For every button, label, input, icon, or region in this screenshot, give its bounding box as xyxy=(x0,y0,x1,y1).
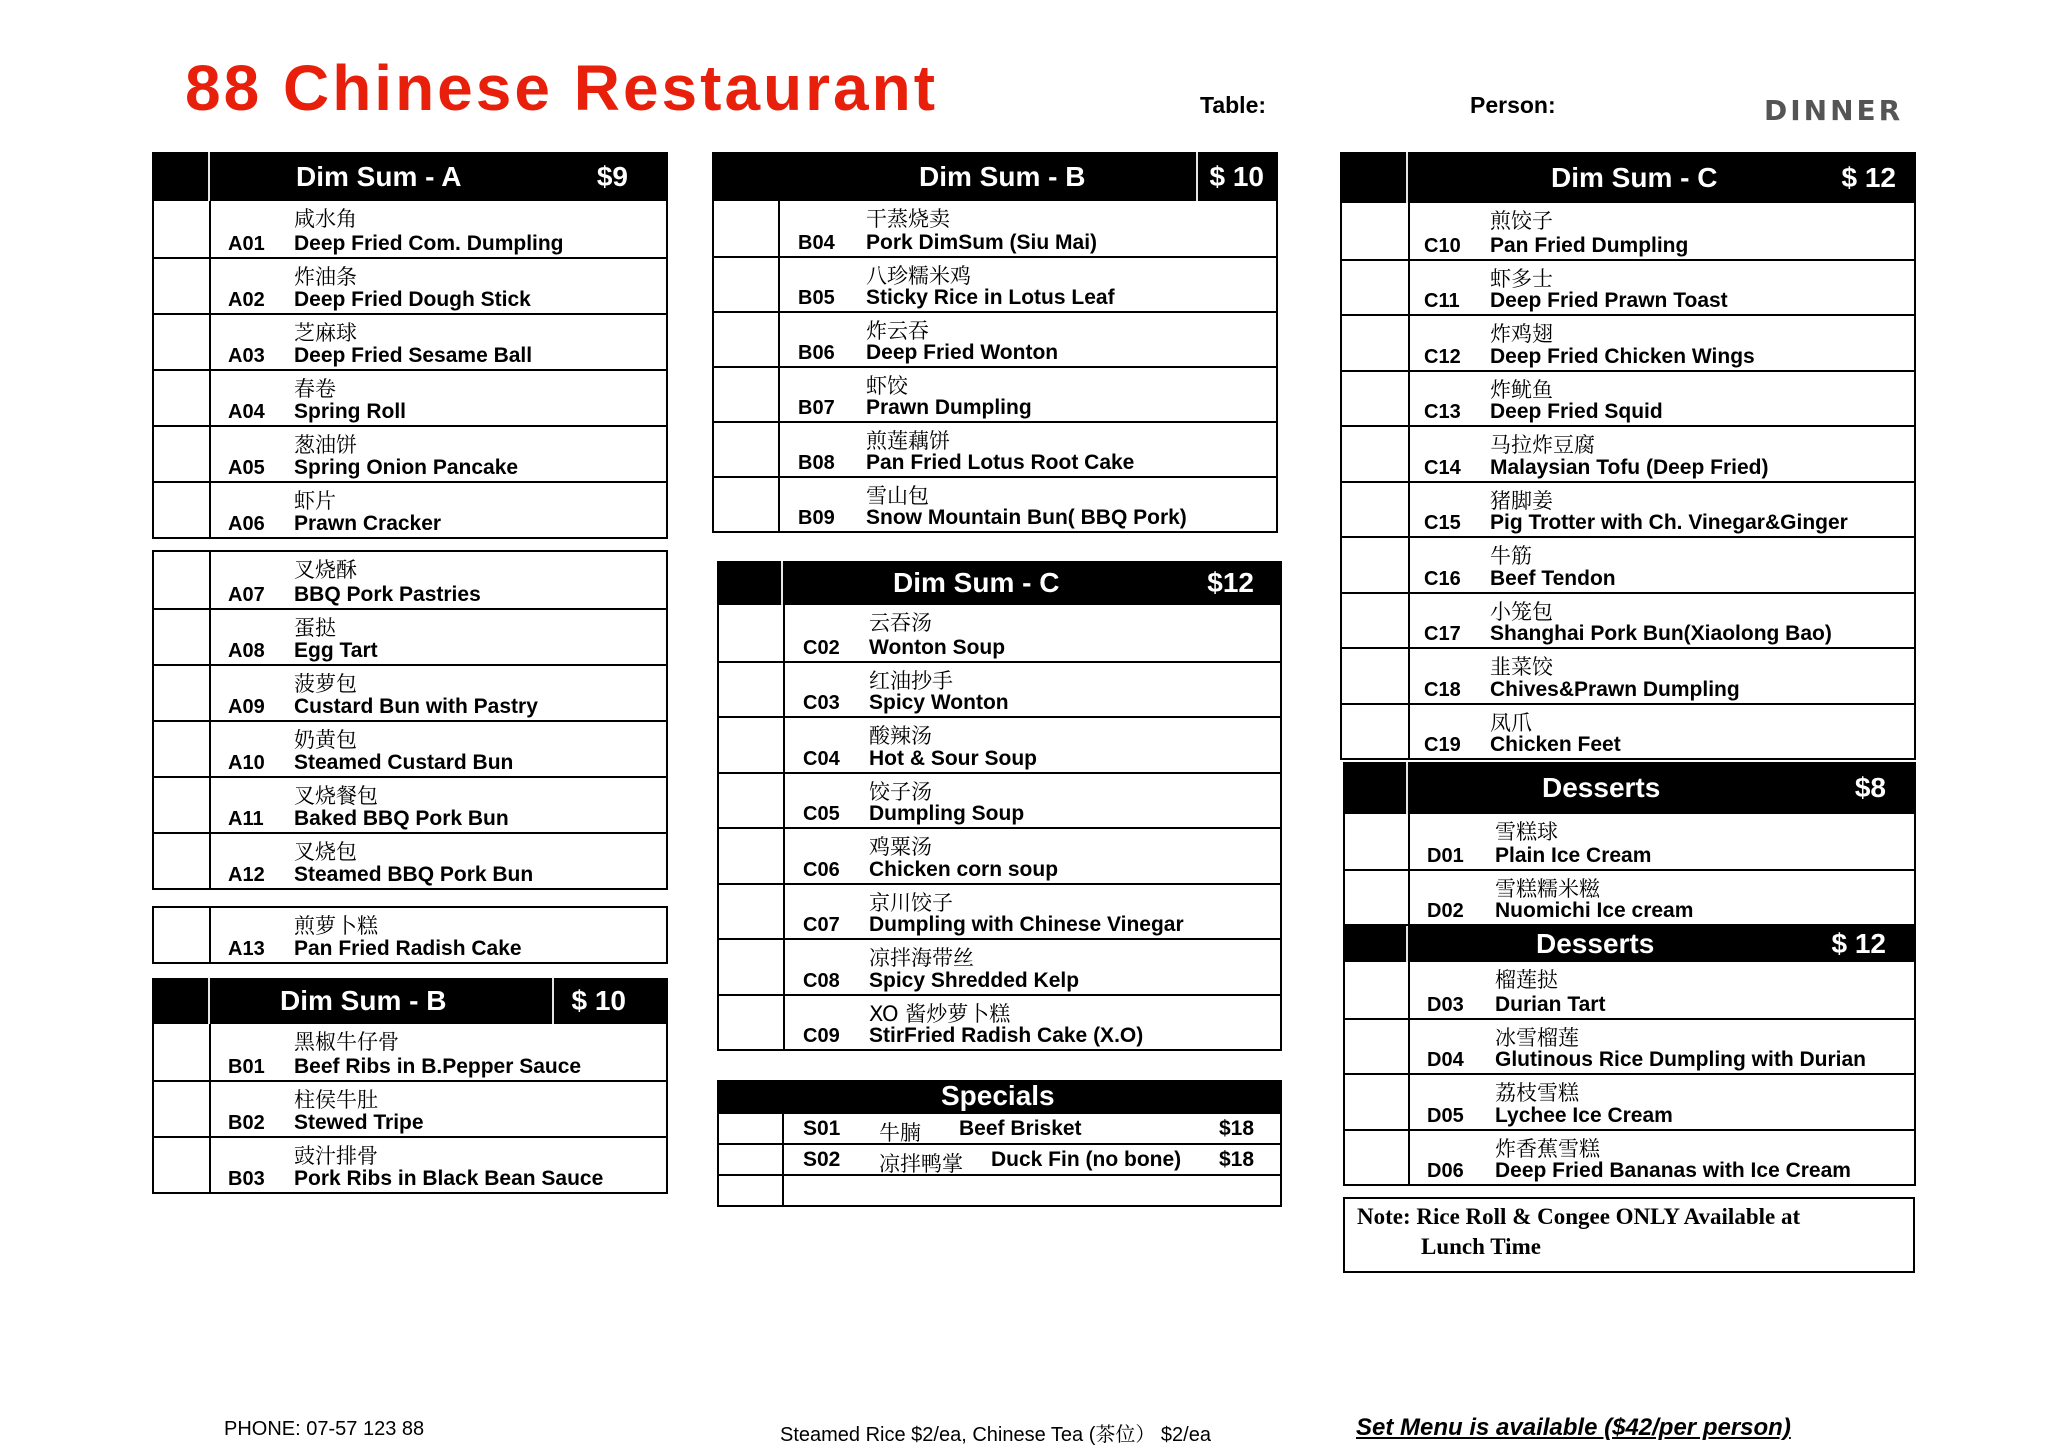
column-divider xyxy=(783,605,785,661)
item-code: A07 xyxy=(228,584,265,606)
item-chinese-name: 煎萝卜糕 xyxy=(294,914,378,938)
column-divider xyxy=(1408,1075,1410,1129)
section-price: $ 12 xyxy=(1831,928,1886,959)
column-divider xyxy=(1408,705,1410,759)
item-code: D06 xyxy=(1427,1160,1464,1182)
column-divider xyxy=(209,552,211,608)
section-title: Desserts xyxy=(1536,928,1655,959)
dim-sum-a-list-2 xyxy=(152,550,668,890)
item-chinese-name: 叉烧包 xyxy=(294,840,357,864)
item-code: A09 xyxy=(228,696,265,718)
specials-section xyxy=(717,1080,1282,1207)
menu-item-row xyxy=(1342,592,1914,648)
column-divider xyxy=(783,718,785,772)
item-chinese-name: 饺子汤 xyxy=(869,779,932,804)
column-divider xyxy=(1408,203,1410,259)
item-english-name: Dumpling with Chinese Vinegar xyxy=(869,913,1184,936)
menu-item-row xyxy=(154,776,666,832)
item-english-name: Deep Fried Dough Stick xyxy=(294,288,531,311)
item-english-name: Deep Fried Sesame Ball xyxy=(294,344,533,367)
menu-item-row xyxy=(719,716,1280,772)
item-code: A13 xyxy=(228,938,265,960)
dim-sum-b-mid-list xyxy=(712,201,1278,533)
column-divider xyxy=(1408,871,1410,924)
section-price: $9 xyxy=(596,160,628,192)
menu-item-row xyxy=(1345,1073,1914,1129)
column-divider xyxy=(209,1024,211,1080)
menu-item-row xyxy=(1345,962,1914,1018)
rice-tea-price: Steamed Rice $2/ea, Chinese Tea (茶位） $2/ea xyxy=(780,1424,1211,1446)
column-divider xyxy=(778,258,780,311)
column-divider xyxy=(783,940,785,994)
item-chinese-name: 小笼包 xyxy=(1490,599,1553,624)
menu-item-row xyxy=(714,366,1276,421)
item-code: C15 xyxy=(1424,512,1461,534)
section-price: $12 xyxy=(1207,567,1254,598)
column-divider xyxy=(1408,538,1410,592)
menu-item-row xyxy=(719,994,1280,1050)
item-code: C17 xyxy=(1424,623,1461,645)
menu-item-row xyxy=(1342,703,1914,759)
item-code: C02 xyxy=(803,636,840,659)
desserts-8-header xyxy=(1343,762,1916,814)
item-chinese-name: 冰雪榴莲 xyxy=(1495,1025,1579,1050)
menu-item-row xyxy=(154,425,666,481)
item-code: B09 xyxy=(798,507,835,529)
item-english-name: Stewed Tripe xyxy=(294,1111,424,1134)
item-english-name: Durian Tart xyxy=(1495,992,1606,1016)
item-chinese-name: 红油抄手 xyxy=(869,668,953,693)
column-divider xyxy=(1408,649,1410,703)
item-code: D05 xyxy=(1427,1104,1464,1127)
item-chinese-name: 炸鸡翅 xyxy=(1490,322,1553,346)
dim-sum-c-right-section xyxy=(1340,152,1916,760)
item-code: A11 xyxy=(228,808,264,830)
item-chinese-name: 炸鱿鱼 xyxy=(1490,377,1553,402)
phone-number: PHONE: 07-57 123 88 xyxy=(224,1418,425,1440)
menu-item-row xyxy=(1345,1018,1914,1074)
column-divider xyxy=(209,259,211,313)
special-item-row xyxy=(719,1143,1280,1174)
item-chinese-name: 雪糕糯米糍 xyxy=(1495,877,1600,901)
column-divider xyxy=(778,313,780,366)
column-divider xyxy=(783,774,785,828)
section-title: Dim Sum - C xyxy=(1551,161,1718,193)
column-divider xyxy=(209,201,211,257)
item-chinese-name: 八珍糯米鸡 xyxy=(866,264,971,288)
item-code: C04 xyxy=(803,747,840,770)
item-chinese-name: 凉拌鸭掌 xyxy=(879,1152,963,1176)
item-chinese-name: 干蒸烧卖 xyxy=(866,207,950,231)
dim-sum-a-section-2 xyxy=(152,550,668,890)
item-english-name: BBQ Pork Pastries xyxy=(294,583,481,606)
item-chinese-name: 叉烧酥 xyxy=(294,558,357,582)
menu-item-row xyxy=(1342,425,1914,481)
item-code: D01 xyxy=(1427,845,1464,867)
dim-sum-c-mid-header xyxy=(717,561,1282,605)
item-chinese-name: 黑椒牛仔骨 xyxy=(294,1030,399,1054)
section-title: Desserts xyxy=(1542,772,1661,803)
dim-sum-a-section-3 xyxy=(152,906,668,964)
item-english-name: Deep Fried Chicken Wings xyxy=(1490,344,1755,368)
column-divider xyxy=(209,371,211,425)
menu-item-row xyxy=(1342,259,1914,315)
menu-item-row xyxy=(154,1080,666,1136)
item-code: C16 xyxy=(1424,567,1461,590)
section-price: $ 12 xyxy=(1841,161,1896,193)
item-code: A05 xyxy=(228,457,265,479)
item-chinese-name: 芝麻球 xyxy=(294,321,357,345)
menu-item-row xyxy=(714,421,1276,476)
menu-item-row xyxy=(154,257,666,313)
column-divider xyxy=(209,778,211,832)
item-english-name: Pig Trotter with Ch. Vinegar&Ginger xyxy=(1490,511,1848,534)
menu-item-row xyxy=(1342,647,1914,703)
item-chinese-name: 鸡粟汤 xyxy=(869,835,932,859)
item-english-name: Dumpling Soup xyxy=(869,802,1025,825)
item-english-name: Chicken corn soup xyxy=(869,857,1059,881)
item-english-name: Glutinous Rice Dumpling with Durian xyxy=(1495,1048,1866,1071)
menu-item-row xyxy=(154,313,666,369)
item-code: D02 xyxy=(1427,900,1464,922)
menu-item-row xyxy=(1342,481,1914,537)
menu-item-row xyxy=(154,552,666,608)
item-code: D03 xyxy=(1427,993,1464,1016)
section-title: Dim Sum - B xyxy=(919,160,1086,192)
item-english-name: Pan Fried Radish Cake xyxy=(294,937,522,960)
item-code: A04 xyxy=(228,401,265,423)
item-chinese-name: 炸云吞 xyxy=(866,319,929,343)
menu-item-row xyxy=(719,827,1280,883)
item-code: C18 xyxy=(1424,678,1461,701)
item-chinese-name: 雪山包 xyxy=(866,484,929,508)
menu-item-row xyxy=(719,938,1280,994)
item-chinese-name: 雪糕球 xyxy=(1495,820,1558,844)
note-line-1: Note: Rice Roll & Congee ONLY Available at xyxy=(1357,1204,1801,1229)
column-divider xyxy=(1408,427,1410,481)
specials-header xyxy=(717,1080,1282,1112)
column-divider xyxy=(209,722,211,776)
column-divider xyxy=(783,663,785,717)
item-chinese-name: 咸水角 xyxy=(294,207,357,231)
item-english-name: Deep Fried Squid xyxy=(1490,400,1663,423)
item-english-name: Pan Fried Dumpling xyxy=(1490,233,1689,257)
item-english-name: Custard Bun with Pastry xyxy=(294,695,538,718)
item-english-name: Sticky Rice in Lotus Leaf xyxy=(866,286,1115,309)
item-english-name: Deep Fried Com. Dumpling xyxy=(294,232,564,255)
restaurant-title: 88 Chinese Restaurant xyxy=(185,52,939,124)
item-chinese-name: 韭菜饺 xyxy=(1490,655,1553,679)
dim-sum-c-mid-list xyxy=(717,605,1282,1051)
item-chinese-name: 柱侯牛肚 xyxy=(294,1088,378,1112)
section-price: $ 10 xyxy=(571,985,626,1016)
item-chinese-name: 蛋挞 xyxy=(294,616,336,640)
item-english-name: Beef Tendon xyxy=(1490,566,1616,590)
dim-sum-a-header xyxy=(152,152,668,201)
item-chinese-name: 牛筋 xyxy=(1490,544,1532,568)
item-chinese-name: 马拉炸豆腐 xyxy=(1490,433,1595,457)
item-chinese-name: 虾多士 xyxy=(1490,266,1553,291)
menu-item-row xyxy=(154,481,666,537)
section-title: Dim Sum - C xyxy=(893,567,1060,598)
menu-item-row xyxy=(714,201,1276,256)
item-code: B07 xyxy=(798,397,835,419)
item-english-name: Pan Fried Lotus Root Cake xyxy=(866,451,1135,474)
column-divider xyxy=(1408,814,1410,869)
item-english-name: Deep Fried Bananas with Ice Cream xyxy=(1495,1159,1851,1182)
item-chinese-name: 荔枝雪糕 xyxy=(1495,1081,1579,1105)
item-english-name: Malaysian Tofu (Deep Fried) xyxy=(1490,455,1769,479)
item-code: S01 xyxy=(803,1117,841,1140)
item-chinese-name: 奶黄包 xyxy=(294,728,357,752)
item-code: C09 xyxy=(803,1025,840,1047)
item-code: A03 xyxy=(228,345,265,367)
item-code: A12 xyxy=(228,864,265,886)
item-code: C06 xyxy=(803,858,840,881)
column-divider xyxy=(778,423,780,476)
item-english-name: Steamed Custard Bun xyxy=(294,751,514,774)
column-divider xyxy=(778,201,780,256)
item-english-name: Deep Fried Prawn Toast xyxy=(1490,289,1728,312)
item-code: C05 xyxy=(803,803,840,825)
menu-item-row xyxy=(719,661,1280,717)
item-english-name: Chicken Feet xyxy=(1490,733,1621,756)
desserts-8-section xyxy=(1343,762,1916,1186)
menu-item-row xyxy=(154,608,666,664)
item-chinese-name: 豉汁排骨 xyxy=(294,1144,378,1168)
dim-sum-b-left-list xyxy=(152,1024,668,1194)
item-code: S02 xyxy=(803,1148,841,1171)
item-code: B03 xyxy=(228,1168,265,1190)
item-code: B08 xyxy=(798,452,835,474)
item-chinese-name: 煎饺子 xyxy=(1490,209,1553,233)
column-divider xyxy=(209,315,211,369)
dim-sum-a-list-3 xyxy=(152,906,668,964)
item-code: B05 xyxy=(798,287,835,309)
column-divider xyxy=(1408,483,1410,537)
column-divider xyxy=(783,885,785,939)
table-label: Table: xyxy=(1200,92,1267,118)
column-divider xyxy=(209,427,211,481)
section-price: $ 10 xyxy=(1209,160,1264,192)
section-price: $8 xyxy=(1854,772,1886,803)
item-chinese-name: XO 酱炒萝卜糕 xyxy=(869,1001,1011,1026)
column-divider xyxy=(209,1082,211,1136)
item-english-name: Steamed BBQ Pork Bun xyxy=(294,863,534,886)
section-title: Dim Sum - B xyxy=(280,985,447,1016)
desserts-12-header xyxy=(1343,926,1916,962)
menu-item-row xyxy=(1345,1129,1914,1185)
column-divider xyxy=(1408,1020,1410,1074)
item-chinese-name: 叉烧餐包 xyxy=(294,784,378,808)
column-divider xyxy=(209,666,211,720)
item-code: A06 xyxy=(228,513,265,535)
item-code: A08 xyxy=(228,640,265,662)
item-code: C14 xyxy=(1424,456,1461,479)
column-divider xyxy=(209,834,211,888)
dim-sum-c-mid-section xyxy=(717,561,1282,1051)
menu-item-row xyxy=(1342,536,1914,592)
menu-item-row xyxy=(154,1024,666,1080)
item-code: C08 xyxy=(803,969,840,992)
specials-list xyxy=(717,1112,1282,1207)
item-english-name: Shanghai Pork Bun(Xiaolong Bao) xyxy=(1490,622,1832,645)
item-english-name: Wonton Soup xyxy=(869,635,1006,659)
item-chinese-name: 猪脚姜 xyxy=(1490,488,1553,513)
item-english-name: Beef Ribs in B.Pepper Sauce xyxy=(294,1055,582,1078)
dim-sum-a-list-1 xyxy=(152,201,668,539)
item-chinese-name: 云吞汤 xyxy=(869,611,932,635)
item-english-name: Nuomichi Ice cream xyxy=(1495,899,1694,922)
column-divider xyxy=(209,610,211,664)
menu-item-row xyxy=(154,908,666,962)
item-code: C19 xyxy=(1424,734,1461,756)
item-chinese-name: 酸辣汤 xyxy=(869,724,932,748)
meal-label: DINNER xyxy=(1764,94,1904,127)
column-divider xyxy=(783,829,785,883)
item-code: A02 xyxy=(228,289,265,311)
item-code: B06 xyxy=(798,342,835,364)
menu-item-row xyxy=(154,720,666,776)
menu-item-row xyxy=(154,664,666,720)
column-divider xyxy=(209,908,211,962)
item-code: C11 xyxy=(1424,290,1460,312)
item-code: A01 xyxy=(228,233,265,255)
item-chinese-name: 凉拌海带丝 xyxy=(869,946,974,970)
item-chinese-name: 凤爪 xyxy=(1490,710,1532,735)
item-english-name: StirFried Radish Cake (X.O) xyxy=(869,1024,1144,1047)
item-english-name: Spicy Wonton xyxy=(869,691,1009,714)
item-english-name: Chives&Prawn Dumpling xyxy=(1490,677,1740,701)
item-code: C10 xyxy=(1424,234,1461,257)
item-english-name: Lychee Ice Cream xyxy=(1495,1103,1673,1127)
column-divider xyxy=(209,1138,211,1192)
desserts-8-list xyxy=(1343,814,1916,926)
item-code: B01 xyxy=(228,1056,265,1078)
item-chinese-name: 牛腩 xyxy=(879,1121,921,1145)
item-english-name: Plain Ice Cream xyxy=(1495,844,1652,867)
section-title: Dim Sum - A xyxy=(296,160,462,192)
menu-item-row xyxy=(719,605,1280,661)
item-chinese-name: 京川饺子 xyxy=(869,890,953,915)
item-english-name: Snow Mountain Bun( BBQ Pork) xyxy=(866,506,1187,529)
item-code: D04 xyxy=(1427,1049,1464,1071)
menu-item-row xyxy=(1342,314,1914,370)
section-title: Specials xyxy=(941,1080,1055,1111)
person-label: Person: xyxy=(1470,92,1556,118)
column-divider xyxy=(1408,372,1410,426)
item-english-name: Deep Fried Wonton xyxy=(866,341,1059,364)
item-chinese-name: 榴莲挞 xyxy=(1495,968,1558,992)
dim-sum-b-mid-header xyxy=(712,152,1278,201)
menu-item-row xyxy=(1345,814,1914,869)
item-chinese-name: 煎莲藕饼 xyxy=(866,429,950,453)
column-divider xyxy=(209,483,211,537)
menu-item-row xyxy=(719,883,1280,939)
column-divider xyxy=(778,478,780,531)
menu-item-row xyxy=(154,369,666,425)
item-price: $18 xyxy=(1219,1148,1255,1171)
item-english-name: Prawn Cracker xyxy=(294,512,442,535)
menu-item-row xyxy=(1342,370,1914,426)
item-english-name: Pork Ribs in Black Bean Sauce xyxy=(294,1167,604,1190)
item-english-name: Spring Roll xyxy=(294,400,406,423)
column-divider xyxy=(1408,1131,1410,1185)
dim-sum-b-mid-section xyxy=(712,152,1278,533)
column-divider xyxy=(1408,316,1410,370)
item-english-name: Spicy Shredded Kelp xyxy=(869,968,1080,992)
menu-item-row xyxy=(714,311,1276,366)
item-code: C07 xyxy=(803,914,840,936)
item-english-name: Prawn Dumpling xyxy=(866,396,1032,419)
item-code: C12 xyxy=(1424,345,1461,368)
dim-sum-c-right-header xyxy=(1340,152,1916,203)
item-code: A10 xyxy=(228,752,265,774)
item-english-name: Baked BBQ Pork Bun xyxy=(294,807,509,830)
special-empty-row xyxy=(719,1174,1280,1205)
dim-sum-b-left-header xyxy=(152,978,668,1024)
item-code: C03 xyxy=(803,692,840,714)
menu-item-row xyxy=(1342,203,1914,259)
item-price: $18 xyxy=(1219,1117,1255,1140)
set-menu-note: Set Menu is available ($42/per person) xyxy=(1356,1414,1791,1441)
item-code: B04 xyxy=(798,232,835,254)
item-english-name: Spring Onion Pancake xyxy=(294,456,519,479)
item-english-name: Duck Fin (no bone) xyxy=(991,1148,1182,1171)
menu-item-row xyxy=(154,1136,666,1192)
item-chinese-name: 春卷 xyxy=(294,377,336,401)
item-chinese-name: 炸香蕉雪糕 xyxy=(1495,1136,1600,1161)
column-divider xyxy=(1408,962,1410,1018)
column-divider xyxy=(778,368,780,421)
menu-item-row xyxy=(154,201,666,257)
lunch-note xyxy=(1343,1197,1915,1273)
item-chinese-name: 炸油条 xyxy=(294,265,357,289)
menu-item-row xyxy=(714,256,1276,311)
menu-item-row xyxy=(719,772,1280,828)
menu-item-row xyxy=(1345,869,1914,924)
item-chinese-name: 葱油饼 xyxy=(294,433,357,457)
item-english-name: Pork DimSum (Siu Mai) xyxy=(866,231,1098,254)
menu-item-row xyxy=(714,476,1276,531)
column-divider xyxy=(1408,594,1410,648)
item-english-name: Hot & Sour Soup xyxy=(869,746,1037,770)
item-chinese-name: 菠萝包 xyxy=(294,672,357,696)
note-line-2: Lunch Time xyxy=(1421,1234,1541,1259)
menu-item-row xyxy=(154,832,666,888)
item-english-name: Beef Brisket xyxy=(959,1117,1082,1140)
item-code: C13 xyxy=(1424,401,1461,423)
item-chinese-name: 虾片 xyxy=(294,489,336,513)
dim-sum-a-section xyxy=(152,152,668,539)
item-code: B02 xyxy=(228,1112,265,1134)
dim-sum-c-right-list xyxy=(1340,203,1916,760)
dim-sum-b-left-section xyxy=(152,978,668,1194)
special-item-row xyxy=(719,1112,1280,1143)
item-english-name: Egg Tart xyxy=(294,639,378,662)
column-divider xyxy=(783,996,785,1050)
desserts-12-list xyxy=(1343,962,1916,1186)
column-divider xyxy=(1408,261,1410,315)
item-chinese-name: 虾饺 xyxy=(866,374,908,398)
